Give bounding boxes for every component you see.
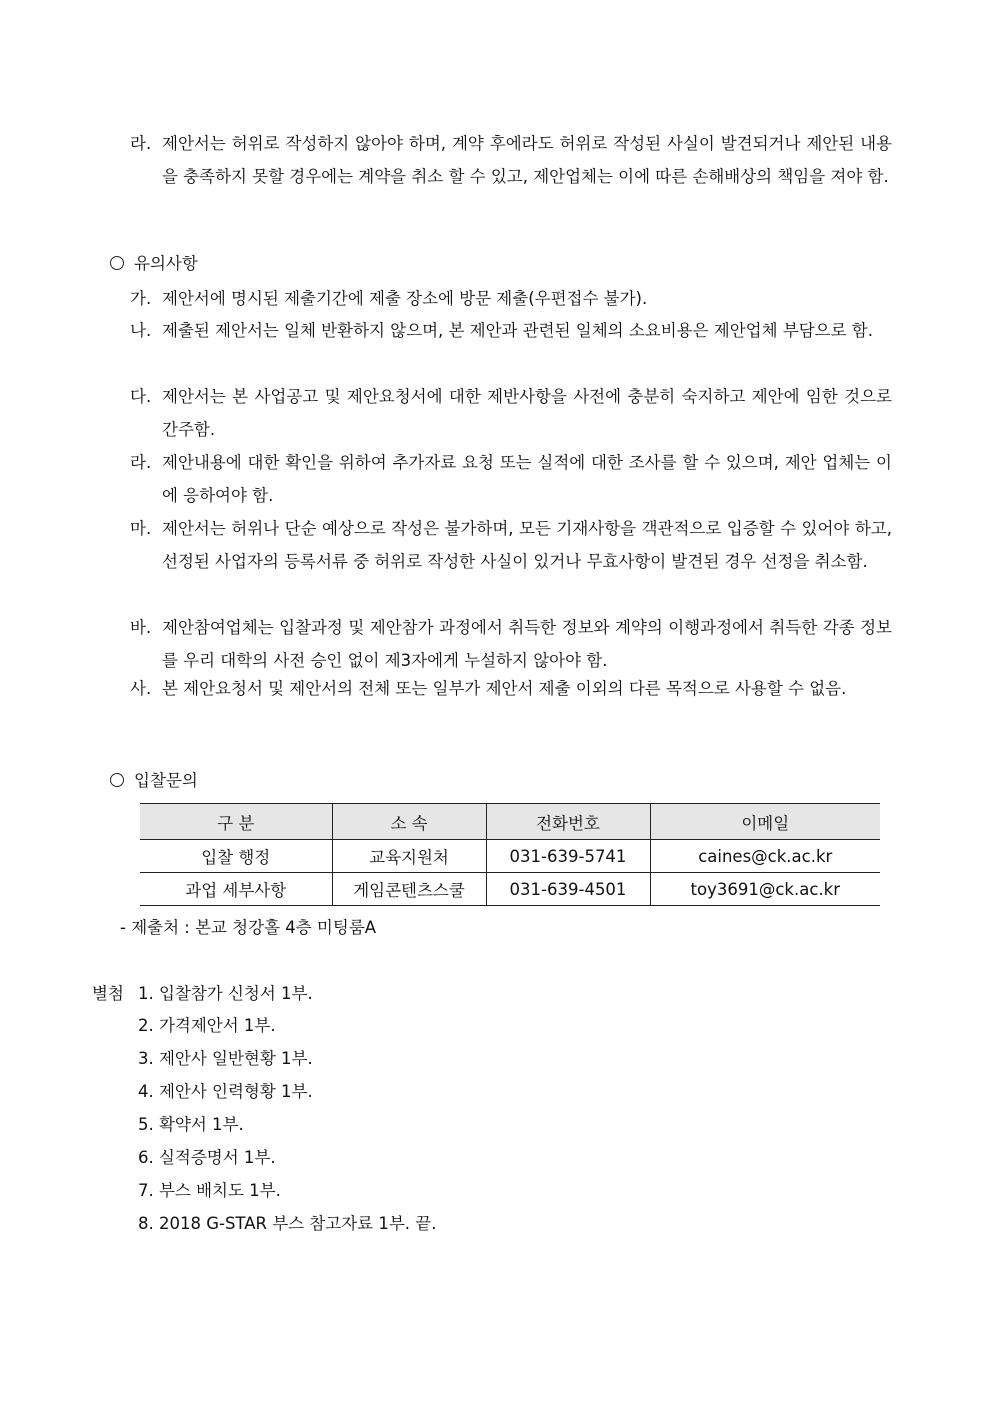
column-header: 소 속 <box>332 804 486 840</box>
column-header: 전화번호 <box>486 804 650 840</box>
item-text: 제안서는 허위로 작성하지 않아야 하며, 계약 후에라도 허위로 작성된 사실이 발견되거나 제안된 내용을 충족하지 못할 경우에는 계약을 취소 할 수 있고, 제안업체는 이에 따른 손해배상의 책임을 져야 함. <box>162 134 892 186</box>
table-cell: 입찰 행정 <box>140 840 332 873</box>
item-text: 제안서는 허위나 단순 예상으로 작성은 불가하며, 모든 기재사항을 객관적으로 입증할 수 있어야 하고, 선정된 사업자의 등록서류 중 허위로 작성한 사실이 있거나 무효사항이 발견된 경우 선정을 취소함. <box>162 519 892 571</box>
inquiry-heading-text: 입찰문의 <box>134 771 198 790</box>
table-row <box>140 873 880 906</box>
notice-heading <box>110 249 198 279</box>
attachment-item: 5. 확약서 1부. <box>138 1115 244 1134</box>
attachment-item: 3. 제안사 일반현황 1부. <box>138 1049 313 1068</box>
table-cell: caines@ck.ac.kr <box>650 840 880 873</box>
notice-item <box>130 446 892 512</box>
notice-heading-text: 유의사항 <box>134 254 198 273</box>
item-text: 제안서는 본 사업공고 및 제안요청서에 대한 제반사항을 사전에 충분히 숙지하고 제안에 임한 것으로 간주함. <box>162 387 892 439</box>
circle-bullet-icon <box>110 773 124 787</box>
table-cell: 031-639-5741 <box>486 840 650 873</box>
submission-location-note: - 제출처 : 본교 청강홀 4층 미팅룸A <box>120 918 377 937</box>
notice-item <box>130 611 892 677</box>
attachments-label: 별첨 <box>92 984 124 1003</box>
item-marker: 라. <box>130 453 152 472</box>
attachment-item: 1. 입찰참가 신청서 1부. <box>138 984 313 1003</box>
attachment-item: 6. 실적증명서 1부. <box>138 1148 276 1167</box>
item-marker: 마. <box>130 519 152 538</box>
table-row <box>140 840 880 873</box>
inquiry-table <box>140 803 880 906</box>
item-marker: 바. <box>130 618 152 637</box>
table-header-row <box>140 804 880 840</box>
table-cell: toy3691@ck.ac.kr <box>650 873 880 906</box>
table-cell: 과업 세부사항 <box>140 873 332 906</box>
item-marker: 다. <box>130 387 152 406</box>
item-text: 본 제안요청서 및 제안서의 전체 또는 일부가 제안서 제출 이외의 다른 목적으로 사용할 수 없음. <box>162 679 847 698</box>
notice-item <box>130 314 892 347</box>
table-cell: 게임콘텐츠스쿨 <box>332 873 486 906</box>
column-header: 이메일 <box>650 804 880 840</box>
item-marker: 라. <box>130 134 152 153</box>
inquiry-heading <box>110 766 198 796</box>
item-text: 제안참여업체는 입찰과정 및 제안참가 과정에서 취득한 정보와 계약의 이행과정에서 취득한 각종 정보를 우리 대학의 사전 승인 없이 제3자에게 누설하지 않아야 함. <box>162 618 892 670</box>
item-text: 제출된 제안서는 일체 반환하지 않으며, 본 제안과 관련된 일체의 소요비용은 제안업체 부담으로 함. <box>162 321 873 340</box>
item-text: 제안내용에 대한 확인을 위하여 추가자료 요청 또는 실적에 대한 조사를 할 수 있으며, 제안 업체는 이에 응하여야 함. <box>162 453 892 505</box>
item-marker: 사. <box>130 679 152 698</box>
notice-item <box>130 672 892 705</box>
item-marker: 가. <box>130 289 152 308</box>
intro-item <box>130 127 892 193</box>
notice-item <box>130 380 892 446</box>
column-header: 구 분 <box>140 804 332 840</box>
attachment-item: 8. 2018 G-STAR 부스 참고자료 1부. 끝. <box>138 1214 437 1233</box>
table-cell: 031-639-4501 <box>486 873 650 906</box>
item-text: 제안서에 명시된 제출기간에 제출 장소에 방문 제출(우편접수 불가). <box>162 289 648 308</box>
attachment-item: 7. 부스 배치도 1부. <box>138 1181 281 1200</box>
table-cell: 교육지원처 <box>332 840 486 873</box>
attachment-item: 4. 제안사 인력형황 1부. <box>138 1082 313 1101</box>
circle-bullet-icon <box>110 256 124 270</box>
notice-item <box>130 282 892 315</box>
notice-item <box>130 512 892 578</box>
item-marker: 나. <box>130 321 152 340</box>
attachment-item: 2. 가격제안서 1부. <box>138 1016 276 1035</box>
